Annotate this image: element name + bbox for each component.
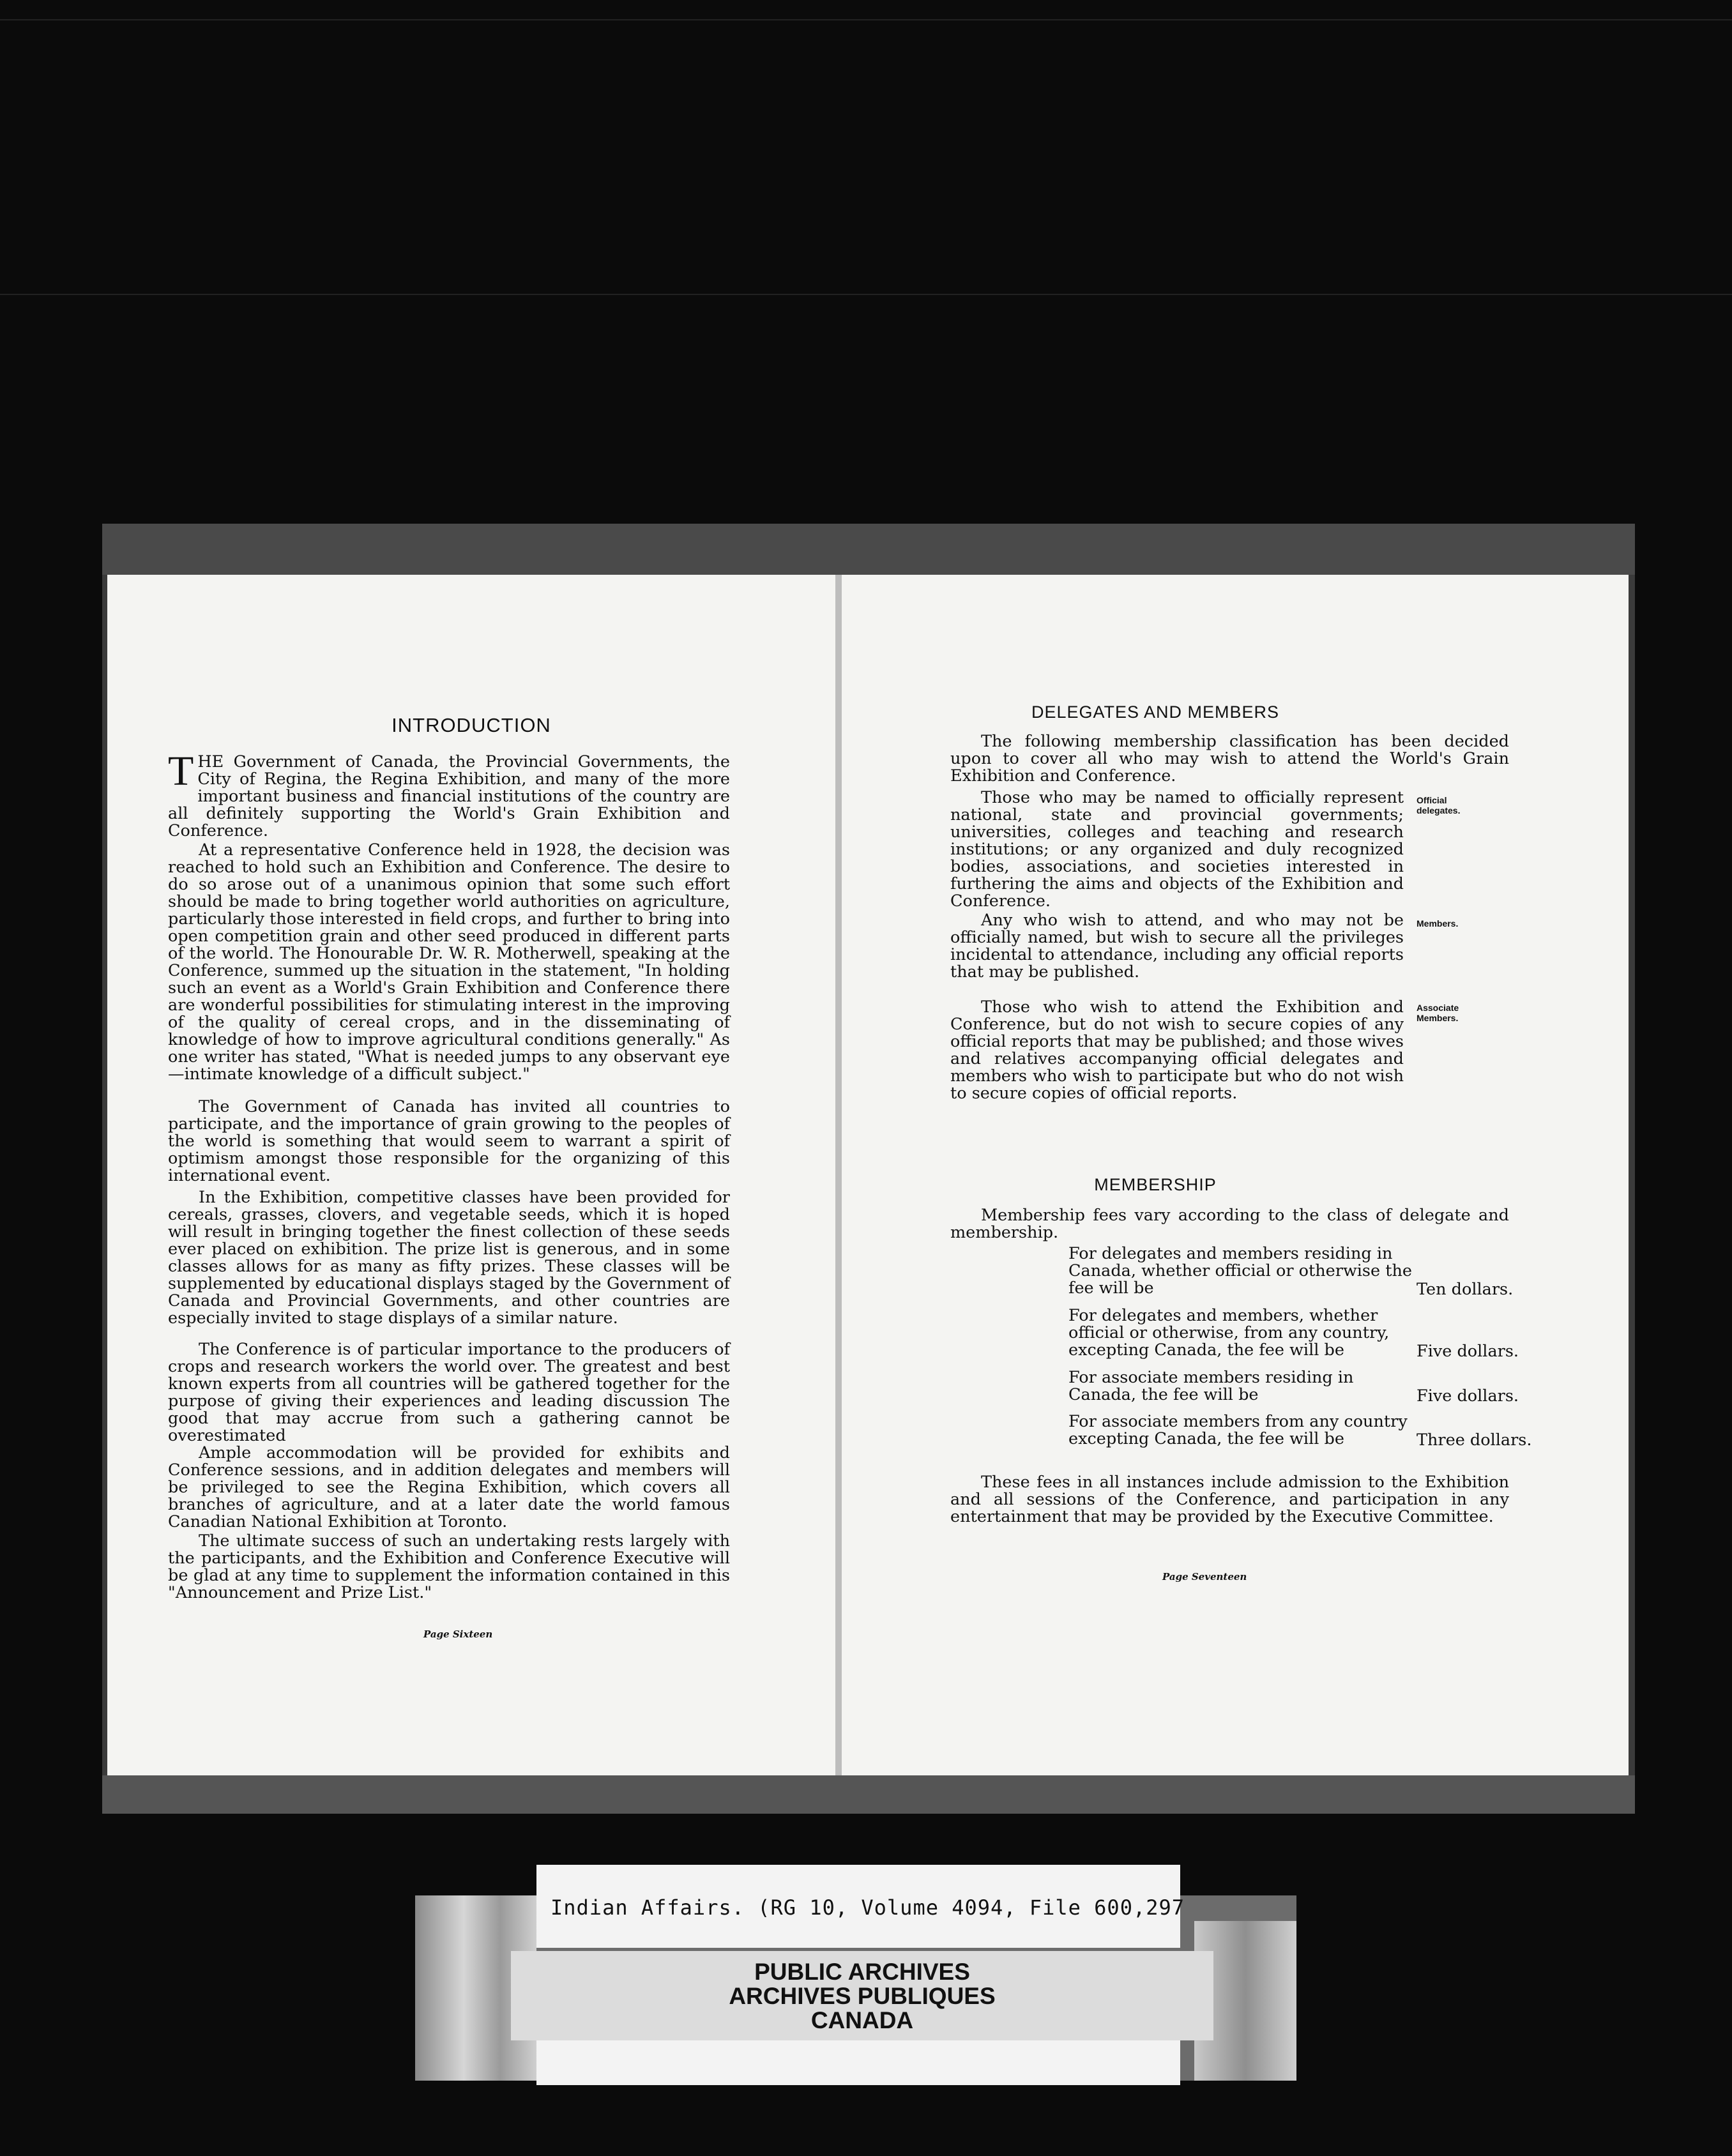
- page-title-delegates: DELEGATES AND MEMBERS: [1031, 702, 1280, 722]
- fee-amount: Ten dollars.: [1417, 1280, 1514, 1299]
- fee-row: [1068, 1369, 1417, 1404]
- stamp-line-english: PUBLIC ARCHIVES: [754, 1959, 970, 1985]
- left-page: [107, 575, 835, 1775]
- fee-description: For associate members residing in Canada, the fee will be: [1068, 1368, 1354, 1404]
- membership-closing: These fees in all instances include admission to the Exhibition and all sessions of the Conference, and participation in any entertainment that may be provided by the Executive Committee.: [950, 1473, 1509, 1526]
- fee-row: [1068, 1413, 1417, 1448]
- fee-description: For delegates and members residing in Canada, whether official or otherwise the fee will be: [1068, 1244, 1412, 1298]
- intro-paragraph-6: Ample accommodation will be provided for exhibits and Conference sessions, and in addition delegates and members will be privileged to see the Regina Exhibition, which covers all branches of agriculture, and at a later date the world famous Canadian National Exhibition at Toronto.: [168, 1443, 730, 1531]
- membership-title: MEMBERSHIP: [1094, 1175, 1217, 1194]
- fee-amount: Three dollars.: [1417, 1431, 1532, 1450]
- intro-paragraph-7: The ultimate success of such an undertaking rests largely with the participants, and the Exhibition and Conference Executive will be glad at any time to supplement the information contained in this "Announcement and Prize List.": [168, 1531, 730, 1602]
- fee-amount: Five dollars.: [1417, 1386, 1519, 1406]
- intro-paragraph-1: THE Government of Canada, the Provincial Governments, the City of Regina, the Regina Exhibition, and many of the more important business and financial institutions of the country are all definitely supporting the World's Grain Exhibition and Conference.: [168, 748, 730, 840]
- scan-artifact-line: [0, 294, 1732, 295]
- delegates-intro: The following membership classification has been decided upon to cover all who may wish to attend the World's Grain Exhibition and Conference.: [950, 732, 1509, 786]
- associate-members-text: Those who wish to attend the Exhibition and Conference, but do not wish to secure copies of any official reports that may be published; and those wives and relatives accompanying official delegates and members who wish to participate but who do not wish to secure copies of official reports.: [950, 998, 1404, 1103]
- spread-top-edge: [102, 524, 1635, 575]
- reference-slip: [536, 1865, 1185, 1948]
- fee-amount: Five dollars.: [1417, 1342, 1519, 1361]
- fee-description: For associate members from any country excepting Canada, the fee will be: [1068, 1412, 1408, 1448]
- archives-stamp: [511, 1951, 1213, 2040]
- intro-paragraph-5: The Conference is of particular importance to the producers of crops and research workers the world over. The greatest and best known experts from all countries will be gathered together for the purpose of giving their experiences and leading discussion The good that may accrue from such a gathering cannot be overestimated: [168, 1340, 730, 1445]
- scan-artifact-line: [0, 19, 1732, 20]
- fee-row: [1068, 1307, 1417, 1359]
- associate-members-label: Associate Members.: [1417, 1003, 1459, 1023]
- fee-description: For delegates and members, whether official or otherwise, from any country, excepting Canada, the fee will be: [1068, 1306, 1390, 1360]
- page-number-left: Page Sixteen: [423, 1628, 493, 1640]
- drop-cap: T: [168, 748, 194, 794]
- fee-row: [1068, 1245, 1417, 1297]
- official-delegates-label: Official delegates.: [1417, 795, 1461, 816]
- right-page: [842, 575, 1629, 1775]
- archive-reference: Indian Affairs. (RG 10, Volume 4094, File 600,297: [551, 1895, 1185, 1920]
- intro-paragraph-3: The Government of Canada has invited all countries to participate, and the importance of grain growing to the peoples of the world is something that would seem to warrant a spirit of optimism amongst those responsible for the organizing of this international event.: [168, 1097, 730, 1185]
- members-label: Members.: [1417, 918, 1459, 929]
- official-delegates-text: Those who may be named to officially represent national, state and provincial governments; universities, colleges and teaching and research institutions; or any organized and duly recognized bodies, associations, and societies interested in furthering the aims and objects of the Exhibition and Conference.: [950, 788, 1404, 911]
- membership-intro: Membership fees vary according to the class of delegate and membership.: [950, 1206, 1509, 1242]
- book-spread: [102, 524, 1635, 1814]
- reference-slip-lower: [536, 2040, 1180, 2085]
- intro-paragraph-4: In the Exhibition, competitive classes have been provided for cereals, grasses, clovers, and vegetable seeds, which it is hoped will result in bringing together the finest collection of these seeds ever placed on exhibition. The prize list is generous, and in some classes allows for as many as fifty prizes. These classes will be supplemented by educational displays staged by the Government of Canada and Provincial Governments, and other countries are especially invited to stage displays of a similar nature.: [168, 1188, 730, 1328]
- page-number-right: Page Seventeen: [1162, 1571, 1247, 1583]
- stamp-line-country: CANADA: [810, 2007, 914, 2033]
- spread-bottom-edge: [102, 1775, 1635, 1814]
- intro-paragraph-2: At a representative Conference held in 1928, the decision was reached to hold such an Exhibition and Conference. The desire to do so arose out of a unanimous opinion that some such effort should be made to bring together world authorities on agriculture, particularly those interested in field crops, and further to bring into open competition grain and other seed produced in different parts of the world. The Honourable Dr. W. R. Motherwell, speaking at the Conference, summed up the situation in the statement, "In holding such an event as a World's Grain Exhibition and Conference there are wonderful possibilities for stimulating interest in the improving of the quality of cereal crops, and in the disseminating of knowledge of how to improve agricultural conditions generally." As one writer has stated, "What is needed jumps to any observant eye—intimate knowledge of a difficult subject.": [168, 840, 730, 1084]
- page-title-introduction: INTRODUCTION: [391, 714, 551, 736]
- members-text: Any who wish to attend, and who may not be officially named, but wish to secure all the privileges incidental to attendance, including any official reports that may be published.: [950, 911, 1404, 982]
- stamp-line-french: ARCHIVES PUBLIQUES: [729, 1983, 996, 2009]
